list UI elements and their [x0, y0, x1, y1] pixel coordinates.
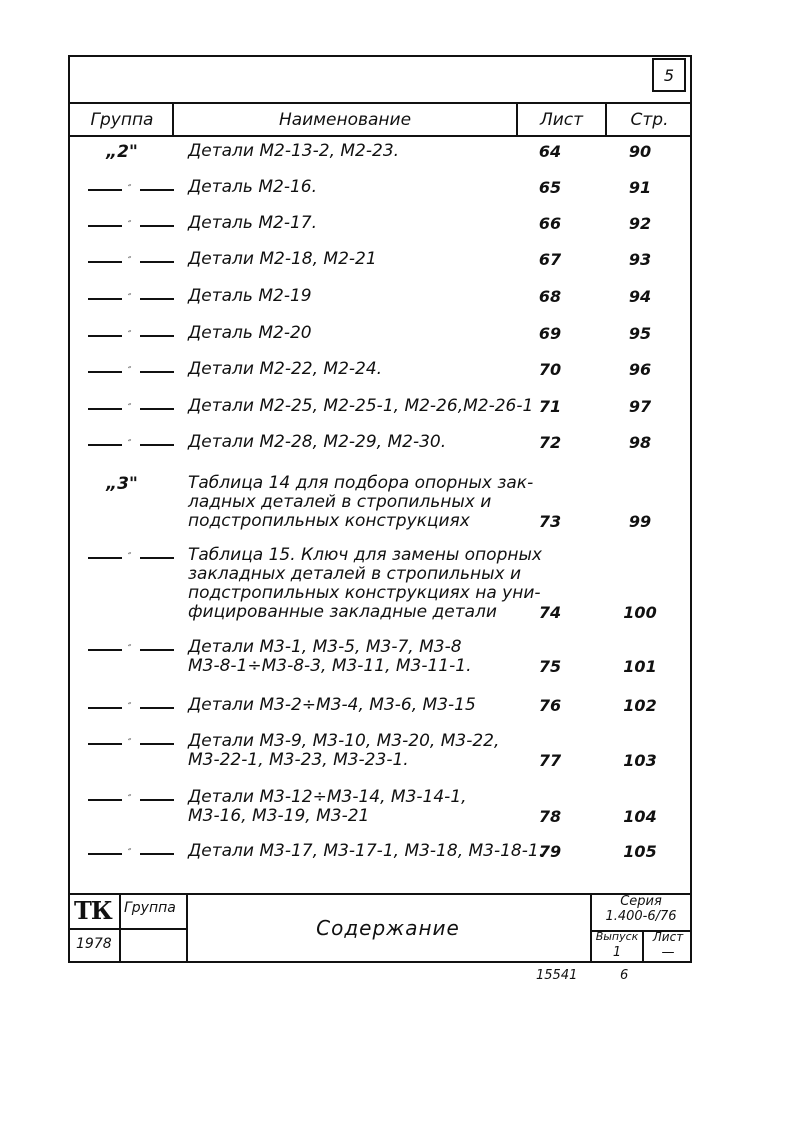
row-name-line: ладных деталей в стропильных и [188, 492, 492, 512]
page-number-box [652, 58, 686, 92]
ditto-mark: ″ [88, 649, 174, 651]
series-value: 1.400-6 [605, 909, 656, 924]
issue-value: 1 [612, 945, 622, 960]
row-page: 104 [623, 807, 657, 826]
row-name-line: М3-22-1, М3-23, М3-23-1. [188, 750, 409, 770]
row-name-line: Детали М2-18, М2-21 [188, 249, 377, 269]
series-value-wrap: 1.400-6/76 [605, 909, 677, 924]
row-group: „2" [106, 142, 138, 162]
ditto-mark: ″ [88, 371, 174, 373]
row-name-line: М3-16, М3-19, М3-21 [188, 806, 370, 826]
row-name-line: Детали М3-9, М3-10, М3-20, М3-22, [188, 731, 500, 751]
row-name-line: фицированные закладные детали [188, 602, 497, 622]
stamp-sheet-value: — [661, 945, 675, 960]
row-sheet: 70 [538, 360, 562, 379]
row-page: 90 [628, 142, 652, 161]
row-name-line: подстропильных конструкциях [188, 511, 470, 531]
row-name-line: Деталь М2-19 [188, 286, 312, 306]
row-sheet: 78 [538, 807, 562, 826]
row-name-line: Детали М2-13-2, М2-23. [188, 141, 400, 161]
row-page: 96 [628, 360, 652, 379]
row-page: 101 [623, 657, 657, 676]
row-sheet: 69 [538, 324, 562, 343]
row-name-line: Деталь М2-20 [188, 323, 312, 343]
row-sheet: 73 [538, 512, 562, 531]
ditto-mark: ″ [88, 707, 174, 709]
page-number: 5 [663, 65, 675, 85]
row-page: 99 [628, 512, 652, 531]
series-label: Серия [620, 894, 662, 909]
row-sheet: 71 [538, 397, 562, 416]
ditto-mark: ″ [88, 261, 174, 263]
row-sheet: 77 [538, 751, 562, 770]
footer-number: 15541 [536, 968, 578, 983]
ditto-mark: ″ [88, 444, 174, 446]
footer-page: 6 [620, 968, 629, 983]
header-sheet: Лист [539, 110, 584, 130]
stamp-title: Содержание [316, 916, 460, 940]
ditto-mark: ″ [88, 189, 174, 191]
ditto-mark: ″ [88, 557, 174, 559]
row-page: 94 [628, 287, 652, 306]
row-page: 93 [628, 250, 652, 269]
row-name-line: Деталь М2-16. [188, 177, 318, 197]
stamp-sheet-label: Лист [652, 930, 684, 944]
ditto-mark: ″ [88, 225, 174, 227]
row-name-line: Деталь М2-17. [188, 213, 318, 233]
row-name-line: Таблица 15. Ключ для замены опорных [188, 545, 542, 565]
header-name: Наименование [278, 110, 412, 130]
row-sheet: 68 [538, 287, 562, 306]
row-name-line: Детали М3-1, М3-5, М3-7, М3-8 [188, 637, 462, 657]
header-bottom-line [68, 135, 692, 137]
stamp-year: 1978 [76, 936, 112, 952]
row-page: 103 [623, 751, 657, 770]
row-name-line: закладных деталей в стропильных и [188, 564, 522, 584]
row-sheet: 66 [538, 214, 562, 233]
row-name-line: Таблица 14 для подбора опорных зак- [188, 473, 534, 493]
row-name-line: Детали М2-25, М2-25-1, М2-26,М2-26-1 [188, 396, 534, 416]
row-name-line: Детали М2-22, М2-24. [188, 359, 383, 379]
row-sheet: 74 [538, 603, 562, 622]
row-sheet: 79 [538, 842, 562, 861]
row-page: 91 [628, 178, 652, 197]
row-name-line: Детали М3-12÷М3-14, М3-14-1, [188, 787, 467, 807]
row-page: 97 [628, 397, 652, 416]
series-suffix: 76 [660, 909, 677, 924]
row-page: 98 [628, 433, 652, 452]
row-sheet: 75 [538, 657, 562, 676]
row-sheet: 65 [538, 178, 562, 197]
row-name-line: подстропильных конструкциях на уни- [188, 583, 541, 603]
row-page: 92 [628, 214, 652, 233]
row-name-line: М3-8-1÷М3-8-3, М3-11, М3-11-1. [188, 656, 472, 676]
row-page: 100 [623, 603, 657, 622]
row-name-line: Детали М3-2÷М3-4, М3-6, М3-15 [188, 695, 476, 715]
row-sheet: 67 [538, 250, 562, 269]
ditto-mark: ″ [88, 799, 174, 801]
ditto-mark: ″ [88, 335, 174, 337]
row-name-line: Детали М2-28, М2-29, М2-30. [188, 432, 447, 452]
ditto-mark: ″ [88, 743, 174, 745]
row-name-line: Детали М3-17, М3-17-1, М3-18, М3-18-1. [188, 841, 545, 861]
row-group: „3" [106, 474, 138, 494]
header-group: Группа [90, 110, 154, 130]
issue-label: Выпуск [595, 930, 639, 943]
row-page: 95 [628, 324, 652, 343]
row-page: 105 [623, 842, 657, 861]
row-sheet: 76 [538, 696, 562, 715]
header-top-line [68, 102, 692, 104]
org-logo: ТК [74, 896, 112, 925]
header-page: Стр. [630, 110, 669, 130]
row-sheet: 72 [538, 433, 562, 452]
stamp-mid-line-left [68, 928, 188, 930]
ditto-mark: ″ [88, 853, 174, 855]
stamp-group-label: Группа [124, 900, 176, 916]
row-sheet: 64 [538, 142, 562, 161]
ditto-mark: ″ [88, 408, 174, 410]
ditto-mark: ″ [88, 298, 174, 300]
row-page: 102 [623, 696, 657, 715]
